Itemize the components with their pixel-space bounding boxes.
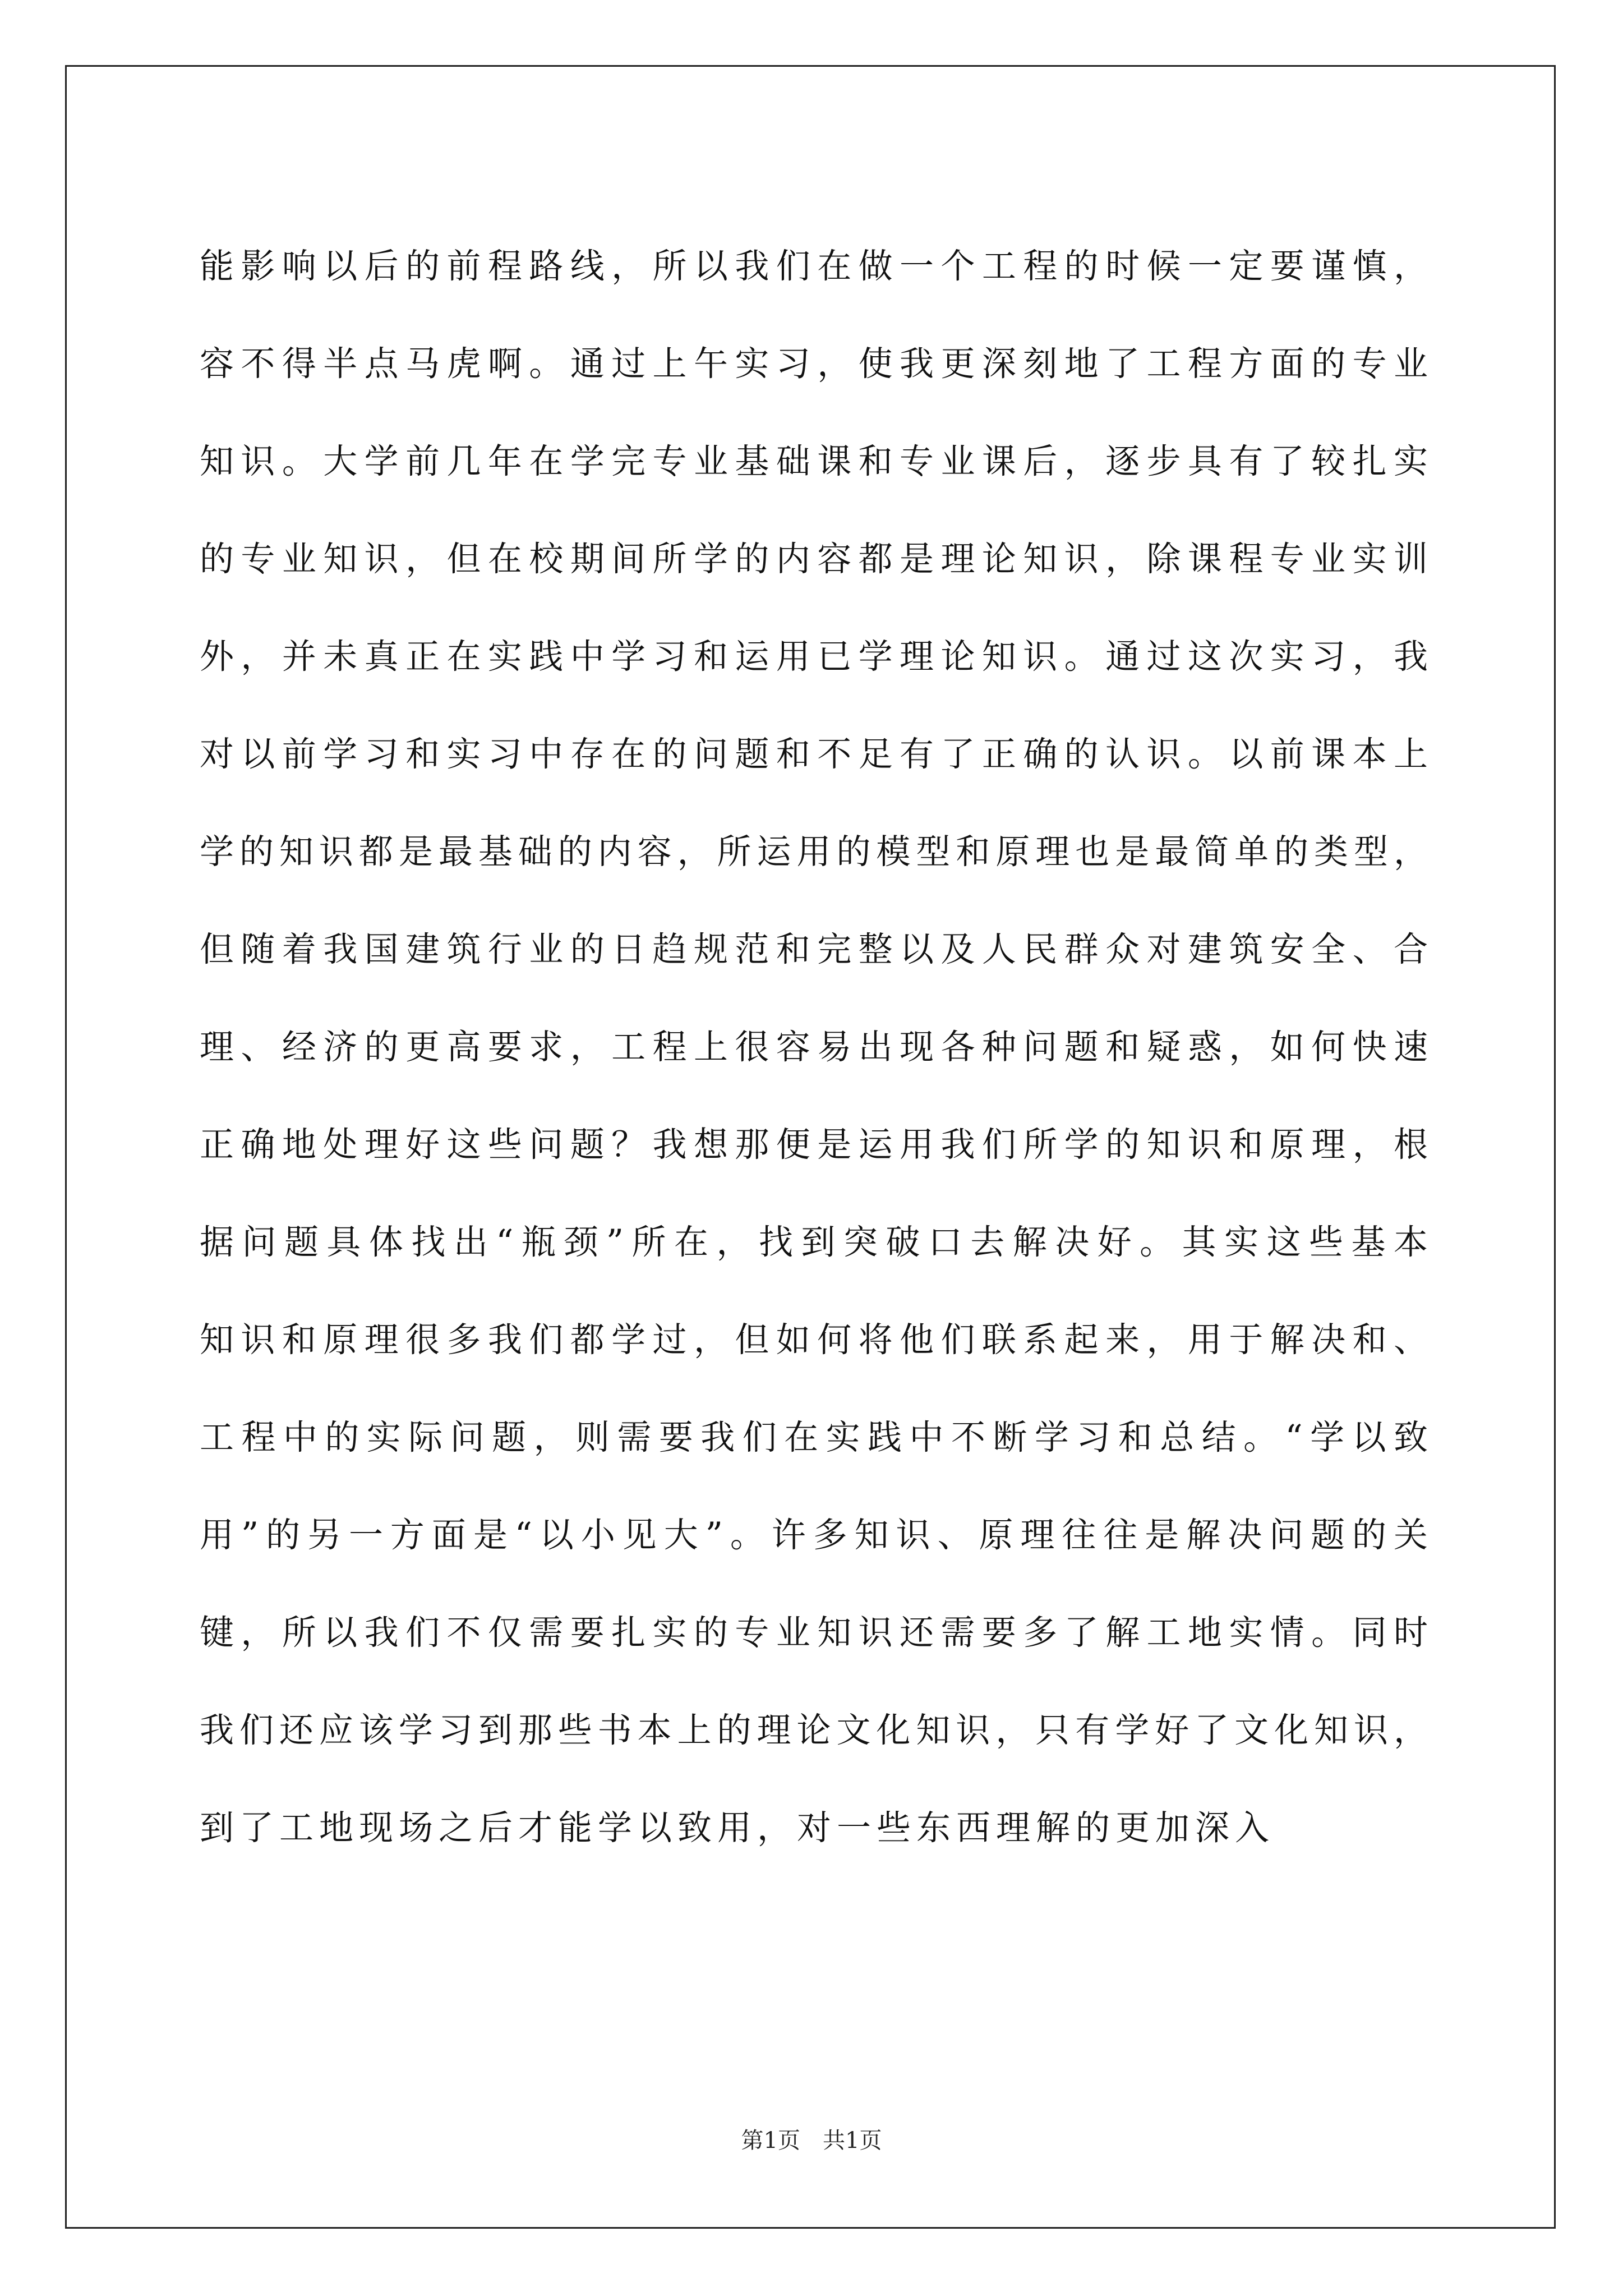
text-line: 知识。大学前几年在学完专业基础课和专业课后，逐步具有了较扎实 bbox=[200, 441, 1428, 481]
page-number: 第1页 共1页 bbox=[741, 2128, 882, 2154]
text-line: 但随着我国建筑行业的日趋规范和完整以及人民群众对建筑安全、合 bbox=[200, 930, 1428, 969]
text-line: 键，所以我们不仅需要扎实的专业知识还需要多了解工地实情。同时 bbox=[200, 1613, 1428, 1653]
body-text bbox=[200, 218, 1428, 1877]
text-line: 知识和原理很多我们都学过，但如何将他们联系起来，用于解决和、 bbox=[200, 1320, 1428, 1360]
text-line: 的专业知识，但在校期间所学的内容都是理论知识，除课程专业实训 bbox=[200, 539, 1428, 579]
page-footer bbox=[0, 2125, 1623, 2156]
text-line: 据问题具体找出“瓶颈”所在，找到突破口去解决好。其实这些基本 bbox=[200, 1222, 1428, 1262]
text-line: 正确地处理好这些问题？我想那便是运用我们所学的知识和原理，根 bbox=[200, 1125, 1428, 1165]
text-line: 到了工地现场之后才能学以致用，对一些东西理解的更加深入 bbox=[200, 1808, 1275, 1848]
text-line: 容不得半点马虎啊。通过上午实习，使我更深刻地了工程方面的专业 bbox=[200, 344, 1428, 384]
text-line: 理、经济的更高要求，工程上很容易出现各种问题和疑惑，如何快速 bbox=[200, 1027, 1428, 1067]
text-line: 我们还应该学习到那些书本上的理论文化知识，只有学好了文化知识， bbox=[200, 1710, 1428, 1750]
text-line: 学的知识都是最基础的内容，所运用的模型和原理也是最简单的类型， bbox=[200, 832, 1428, 872]
text-line: 对以前学习和实习中存在的问题和不足有了正确的认识。以前课本上 bbox=[200, 734, 1428, 774]
text-line: 能影响以后的前程路线，所以我们在做一个工程的时候一定要谨慎， bbox=[200, 246, 1428, 286]
text-line: 外，并未真正在实践中学习和运用已学理论知识。通过这次实习，我 bbox=[200, 637, 1428, 677]
text-line: 工程中的实际问题，则需要我们在实践中不断学习和总结。“学以致 bbox=[200, 1418, 1428, 1457]
text-line: 用”的另一方面是“以小见大”。许多知识、原理往往是解决问题的关 bbox=[200, 1515, 1428, 1555]
